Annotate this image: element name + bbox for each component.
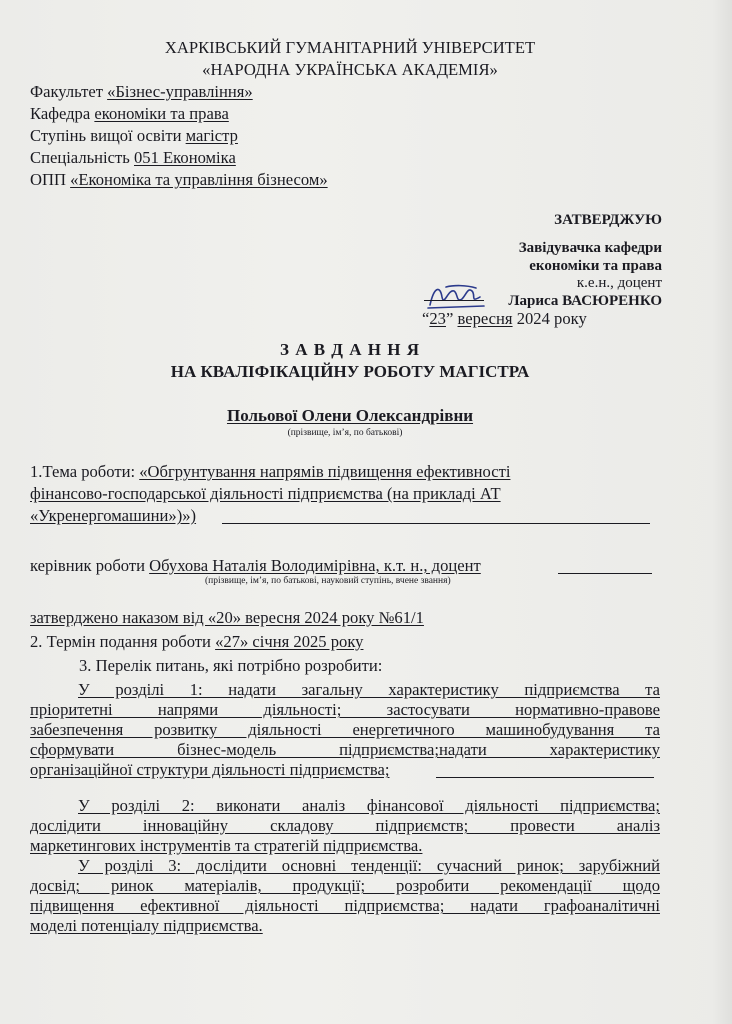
date-year: 2024 року xyxy=(512,309,587,328)
section-2-paragraph xyxy=(30,796,660,856)
approval-date xyxy=(422,309,587,329)
student-name-caption: (прізвище, ім’я, по батькові) xyxy=(287,428,403,438)
section-3-line-3: підвищення ефективної діяльності підприємства; надати графоаналітичні xyxy=(30,896,660,915)
degree-label: Ступінь вищої освіти xyxy=(30,126,186,145)
approver-title: Завідувачка кафедри xyxy=(518,240,662,256)
faculty-label: Факультет xyxy=(30,82,108,101)
specialty-value: 051 Економіка xyxy=(134,148,236,167)
topic-underline-fill xyxy=(222,523,650,524)
program-line xyxy=(30,170,328,190)
supervisor-value: Обухова Наталія Володимірівна, к.т. н., доцент xyxy=(149,556,481,575)
section-1-line-1: У розділі 1: надати загальну характеристику підприємства та xyxy=(78,680,660,699)
topic-line-2: фінансово-господарської діяльності підприємства (на прикладі АТ xyxy=(30,484,501,503)
section-1-line-3: забезпечення розвитку діяльності енергетичного машинобудування та xyxy=(30,720,660,739)
section-2-line-1: У розділі 2: виконати аналіз фінансової діяльності підприємства; xyxy=(78,796,660,815)
deadline-value: «27» січня 2025 року xyxy=(215,632,364,651)
section-1-underline-fill xyxy=(436,777,654,778)
section-1-line-2: пріоритетні напрями діяльності; застосувати нормативно-правове xyxy=(30,700,660,719)
approver-name: Лариса ВАСЮРЕНКО xyxy=(508,293,662,309)
section-3-paragraph xyxy=(30,856,660,936)
section-2-line-2: дослідити інноваційну складову підприємств; провести аналіз xyxy=(30,816,660,835)
faculty-value: «Бізнес-управління» xyxy=(107,82,253,101)
document-title: З А В Д А Н Н Я xyxy=(279,340,421,359)
approve-heading: ЗАТВЕРДЖУЮ xyxy=(554,212,662,228)
program-value: «Економіка та управління бізнесом» xyxy=(70,170,328,189)
section-1-line-5: організаційної структури діяльності підприємства; xyxy=(30,760,390,779)
faculty-line xyxy=(30,82,253,102)
degree-line xyxy=(30,126,238,146)
section-1-paragraph xyxy=(30,680,660,780)
approver-degree: к.е.н., доцент xyxy=(576,275,662,291)
supervisor-underline-fill xyxy=(558,573,652,574)
degree-value: магістр xyxy=(185,126,238,145)
topic-label: 1.Тема роботи: xyxy=(30,462,140,481)
student-name: Польової Олени Олександрівни xyxy=(226,406,474,425)
specialty-label: Спеціальність xyxy=(30,148,134,167)
university-name: ХАРКІВСЬКИЙ ГУМАНІТАРНИЙ УНІВЕРСИТЕТ xyxy=(164,38,536,57)
section-2-line-3: маркетингових інструментів та стратегій підприємства. xyxy=(30,836,423,855)
section-3-line-2: досвід; ринок матеріалів, продукції; розробити рекомендації щодо xyxy=(30,876,660,895)
section-3-line-4: моделі потенціалу підприємства. xyxy=(30,916,263,935)
specialty-line xyxy=(30,148,236,168)
date-month: вересня xyxy=(457,309,513,328)
section-3-line-1: У розділі 3: дослідити основні тенденції: сучасний ринок; зарубіжний xyxy=(78,856,660,875)
signature-line xyxy=(424,300,484,301)
section-1-line-4: сформувати бізнес-модель підприємства;надати характеристику xyxy=(30,740,660,759)
order-line: затверджено наказом від «20» вересня 2024 року №61/1 xyxy=(30,608,424,627)
department-line xyxy=(30,104,229,124)
program-label: ОПП xyxy=(30,170,71,189)
topic-line-1 xyxy=(30,462,510,482)
topic-line-3: «Укренергомашини»)») xyxy=(30,506,197,525)
questions-heading: 3. Перелік питань, які потрібно розробити: xyxy=(79,656,383,675)
date-close-quote: ” xyxy=(445,309,454,328)
supervisor-caption: (прізвище, ім’я, по батькові, науковий ступінь, вчене звання) xyxy=(205,576,451,586)
deadline-label: 2. Термін подання роботи xyxy=(30,632,216,651)
deadline-line xyxy=(30,632,363,652)
topic-text-1: «Обгрунтування напрямів підвищення ефективності xyxy=(139,462,511,481)
supervisor-label: керівник роботи xyxy=(30,556,150,575)
department-value: економіки та права xyxy=(94,104,229,123)
approver-department: економіки та права xyxy=(529,258,662,274)
signature-image xyxy=(424,281,488,311)
paper-fold-shadow xyxy=(712,0,732,1024)
document-subtitle: НА КВАЛІФІКАЦІЙНУ РОБОТУ МАГІСТРА xyxy=(170,362,530,381)
department-label: Кафедра xyxy=(30,104,95,123)
date-day: 23 xyxy=(429,309,446,328)
academy-name: «НАРОДНА УКРАЇНСЬКА АКАДЕМІЯ» xyxy=(202,60,498,79)
date-open-quote: “ xyxy=(422,309,430,328)
supervisor-line xyxy=(30,556,481,576)
